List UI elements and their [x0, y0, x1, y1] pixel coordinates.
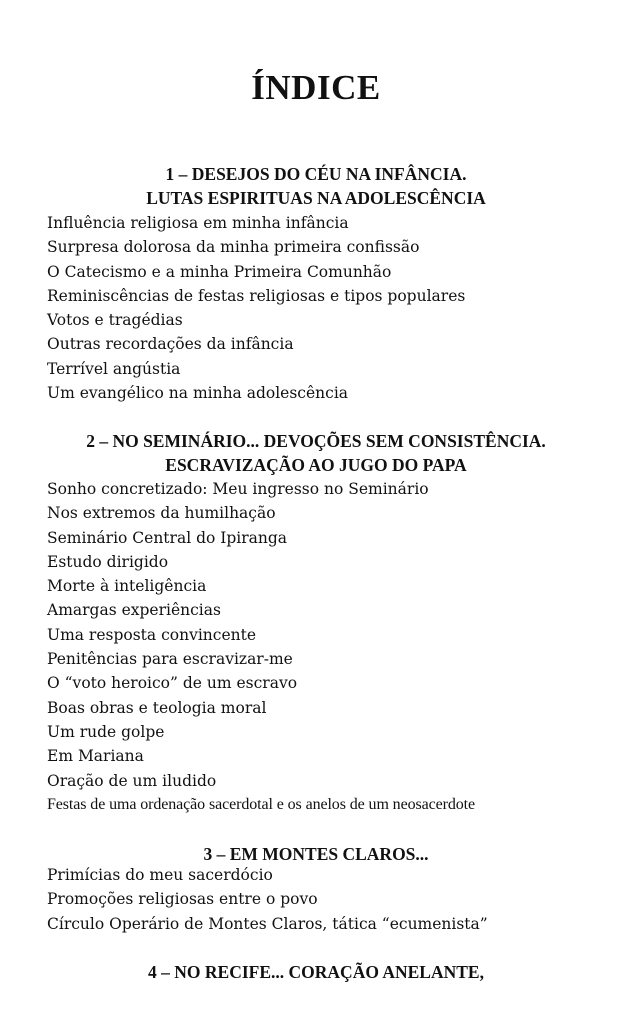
section-2-items: [47, 477, 475, 817]
page-title: ÍNDICE: [251, 68, 381, 107]
section-heading-line: 4 – NO RECIFE... CORAÇÃO ANELANTE,: [148, 962, 484, 982]
list-item: Amargas experiências: [47, 601, 221, 620]
section-1-items: [47, 211, 465, 405]
list-item: Um evangélico na minha adolescência: [47, 384, 349, 403]
list-item: Uma resposta convincente: [47, 625, 257, 644]
list-item: Um rude golpe: [47, 722, 165, 741]
section-4-heading: [0, 960, 632, 984]
section-heading-line: LUTAS ESPIRITUAS NA ADOLESCÊNCIA: [146, 188, 486, 208]
list-item: Influência religiosa em minha infância: [47, 214, 349, 232]
list-item: Promoções religiosas entre o povo: [47, 890, 318, 909]
section-heading-line: 1 – DESEJOS DO CÉU NA INFÂNCIA.: [165, 164, 467, 184]
section-heading-line: 3 – EM MONTES CLAROS...: [203, 844, 429, 864]
list-item: Estudo dirigido: [47, 552, 169, 571]
list-item: Círculo Operário de Montes Claros, tática “ecumenista”: [47, 914, 488, 933]
list-item: Terrível angústia: [47, 359, 181, 378]
list-item: Em Mariana: [47, 747, 144, 766]
list-item: Morte à inteligência: [47, 577, 207, 596]
list-item: Boas obras e teologia moral: [47, 698, 267, 717]
section-1-heading: [0, 162, 632, 210]
list-item: Outras recordações da infância: [47, 335, 294, 354]
list-item: Seminário Central do Ipiranga: [47, 528, 288, 547]
section-3-items: [47, 863, 488, 936]
section-2-heading: [0, 429, 632, 477]
list-item: Oração de um iludido: [47, 771, 217, 790]
section-heading-line: ESCRAVIZAÇÃO AO JUGO DO PAPA: [165, 455, 467, 475]
list-item: O “voto heroico” de um escravo: [47, 674, 298, 693]
section-heading-line: 2 – NO SEMINÁRIO... DEVOÇÕES SEM CONSISTÊNCIA.: [86, 431, 546, 451]
list-item: Penitências para escravizar-me: [47, 650, 293, 669]
list-item: Surpresa dolorosa da minha primeira confissão: [47, 238, 420, 257]
list-item: Votos e tragédias: [47, 311, 183, 330]
list-item: Reminiscências de festas religiosas e tipos populares: [47, 286, 466, 305]
list-item: Primícias do meu sacerdócio: [47, 866, 273, 884]
list-item: Festas de uma ordenação sacerdotal e os anelos de um neosacerdote: [47, 795, 475, 813]
list-item: Nos extremos da humilhação: [47, 504, 276, 523]
list-item: Sonho concretizado: Meu ingresso no Seminário: [47, 480, 429, 498]
list-item: O Catecismo e a minha Primeira Comunhão: [47, 262, 392, 281]
